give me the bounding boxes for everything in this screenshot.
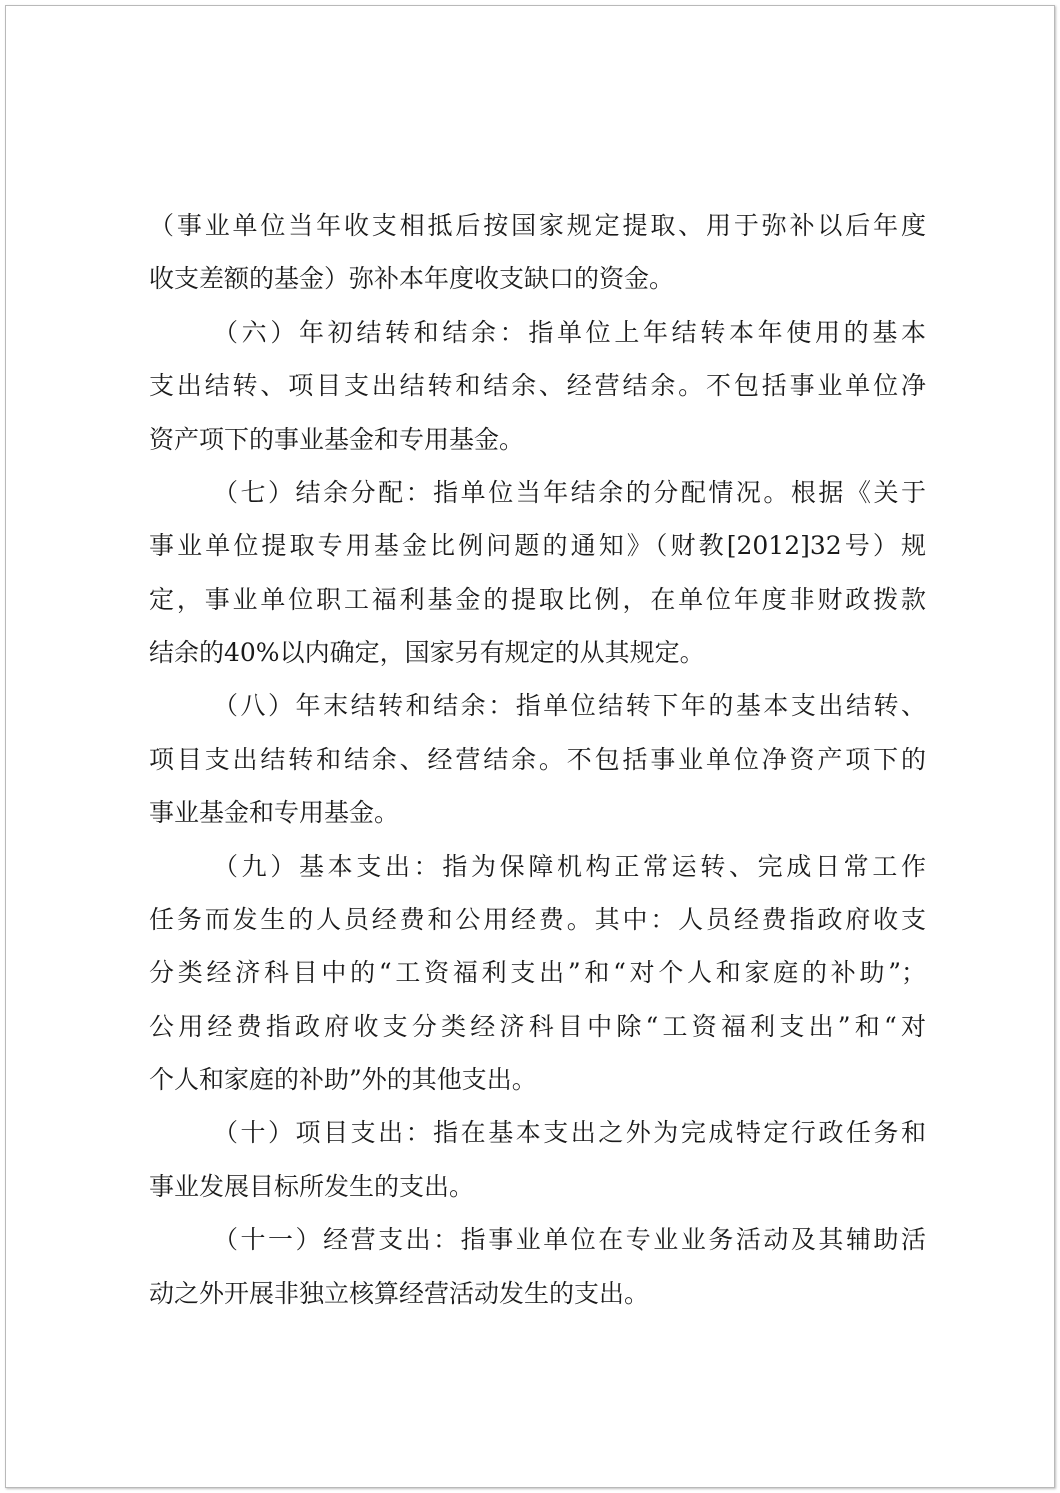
text-line: 定，事业单位职工福利基金的提取比例，在单位年度非财政拨款	[149, 585, 926, 614]
text-line: 支出结转、项目支出结转和结余、经营结余。不包括事业单位净	[149, 371, 926, 400]
text-line: （十一）经营支出：指事业单位在专业业务活动及其辅助活	[213, 1225, 926, 1254]
text-line: 事业基金和专用基金。	[149, 798, 400, 827]
text-line: （九）基本支出：指为保障机构正常运转、完成日常工作	[213, 852, 926, 881]
text-line: 项目支出结转和结余、经营结余。不包括事业单位净资产项下的	[149, 745, 926, 774]
text-line: 个人和家庭的补助”外的其他支出。	[149, 1065, 537, 1094]
text-line: （十）项目支出：指在基本支出之外为完成特定行政任务和	[213, 1118, 926, 1147]
text-line: 资产项下的事业基金和专用基金。	[149, 425, 525, 454]
text-line: （七）结余分配：指单位当年结余的分配情况。根据《关于	[213, 478, 926, 507]
text-line: 公用经费指政府收支分类经济科目中除“工资福利支出”和“对	[149, 1012, 926, 1041]
text-line: （八）年末结转和结余：指单位结转下年的基本支出结转、	[213, 691, 926, 720]
text-line: 动之外开展非独立核算经营活动发生的支出。	[149, 1279, 650, 1308]
text-line: 分类经济科目中的“工资福利支出”和“对个人和家庭的补助”；	[149, 958, 926, 987]
text-line: 事业发展目标所发生的支出。	[149, 1172, 475, 1201]
text-line: 事业单位提取专用基金比例问题的通知》（财教[2012]32号）规	[149, 531, 926, 560]
text-line: 任务而发生的人员经费和公用经费。其中：人员经费指政府收支	[149, 905, 926, 934]
text-line: 结余的40%以内确定，国家另有规定的从其规定。	[149, 638, 705, 667]
text-line: （六）年初结转和结余：指单位上年结转本年使用的基本	[213, 318, 926, 347]
text-line: 收支差额的基金）弥补本年度收支缺口的资金。	[149, 264, 675, 293]
document-page	[5, 5, 1055, 1488]
text-line: （事业单位当年收支相抵后按国家规定提取、用于弥补以后年度	[149, 211, 926, 240]
